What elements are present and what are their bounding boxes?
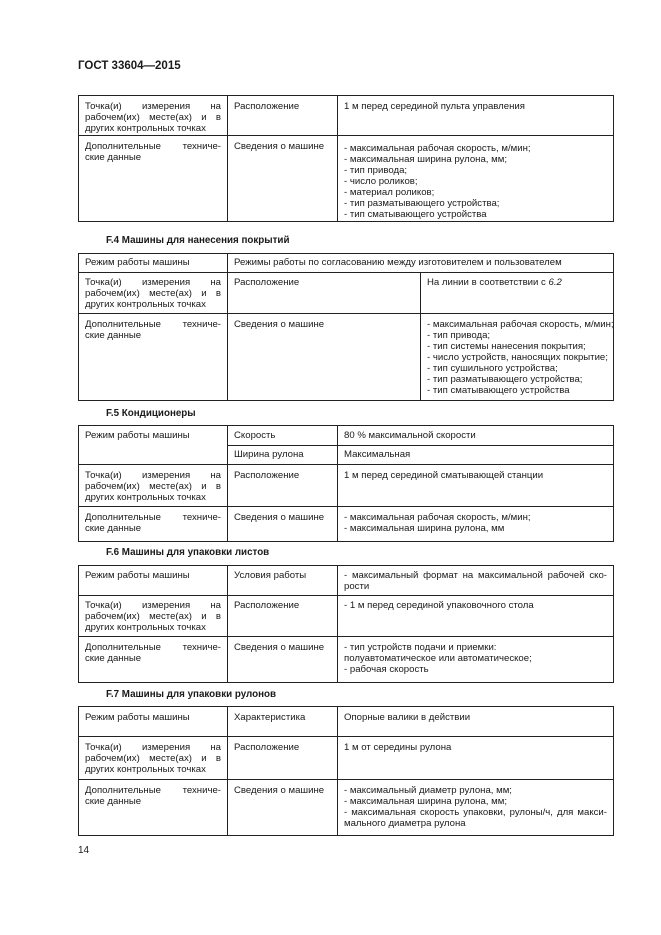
location-label: Расположение: [228, 96, 338, 136]
location-value: - 1 м перед серединой упаковочного стола: [338, 596, 614, 637]
measurement-point-label: Точка(и) измерения на рабочем(их) месте(ах) и в других контрольных точках: [79, 465, 228, 507]
mode-label: Режим работы машины: [79, 254, 228, 273]
location-label: Расположение: [228, 273, 421, 314]
operating-conditions-value: - максимальный формат на максимальной рабочей ско- рости: [338, 566, 614, 596]
machine-info-label: Сведения о машине: [228, 780, 338, 836]
measurement-point-label: Точка(и) измерения на рабочем(их) месте(ах) и в других контрольных точках: [79, 273, 228, 314]
operating-conditions-label: Условия работы: [228, 566, 338, 596]
location-value: 1 м перед серединой пульта управления: [338, 96, 614, 136]
extra-data-label: Дополнительные техниче- ские данные: [79, 780, 228, 836]
location-label: Расположение: [228, 596, 338, 637]
roll-width-label: Ширина рулона: [228, 446, 338, 465]
table-f5: [78, 425, 614, 542]
table-f7: [78, 706, 614, 836]
table-f3-continued: [78, 95, 614, 222]
section-title-f5: F.5 Кондиционеры: [106, 408, 196, 419]
mode-value: Режимы работы по согласованию между изготовителем и пользователем: [228, 254, 614, 273]
document-header: ГОСТ 33604—2015: [78, 60, 181, 72]
section-title-f4: F.4 Машины для нанесения покрытий: [106, 235, 290, 246]
location-value: 1 м от середины рулона: [338, 737, 614, 780]
page-number: 14: [78, 845, 90, 856]
location-value: 1 м перед серединой сматывающей станции: [338, 465, 614, 507]
extra-data-label: Дополнительные техниче- ские данные: [79, 314, 228, 401]
machine-info-list: - максимальная рабочая скорость, м/мин; - максимальная ширина рулона, мм: [338, 507, 614, 542]
table-f6: [78, 565, 614, 683]
extra-data-label: Дополнительные техниче- ские данные: [79, 637, 228, 683]
measurement-point-label: Точка(и) измерения на рабочем(их) месте(ах) и в других контрольных точках: [79, 96, 228, 136]
machine-info-list: - максимальный диаметр рулона, мм; - максимальная ширина рулона, мм; - максимальная скорость упаковки, рулоны/ч, для макси- мального диаметра рулона: [338, 780, 614, 836]
section-title-f7: F.7 Машины для упаковки рулонов: [106, 689, 277, 700]
machine-info-label: Сведения о машине: [228, 507, 338, 542]
machine-info-label: Сведения о машине: [228, 637, 338, 683]
mode-label: Режим работы машины: [79, 566, 228, 596]
location-label: Расположение: [228, 465, 338, 507]
section-title-f6: F.6 Машины для упаковки листов: [106, 547, 270, 558]
roll-width-value: Максимальная: [338, 446, 614, 465]
machine-info-label: Сведения о машине: [228, 136, 338, 222]
machine-info-label: Сведения о машине: [228, 314, 421, 401]
measurement-point-label: Точка(и) измерения на рабочем(их) месте(ах) и в других контрольных точках: [79, 596, 228, 637]
characteristic-label: Характеристика: [228, 707, 338, 737]
speed-value: 80 % максимальной скорости: [338, 426, 614, 446]
mode-label: Режим работы машины: [79, 426, 228, 465]
extra-data-label: Дополнительные техниче- ские данные: [79, 507, 228, 542]
characteristic-value: Опорные валики в действии: [338, 707, 614, 737]
extra-data-label: Дополнительные техниче- ские данные: [79, 136, 228, 222]
measurement-point-label: Точка(и) измерения на рабочем(их) месте(ах) и в других контрольных точках: [79, 737, 228, 780]
speed-label: Скорость: [228, 426, 338, 446]
section-reference: 6.2: [548, 277, 562, 288]
location-label: Расположение: [228, 737, 338, 780]
location-value: На линии в соответствии с 6.2: [421, 273, 614, 314]
machine-info-list: - максимальная рабочая скорость, м/мин; - максимальная ширина рулона, мм; - тип привода; - число роликов; - материал роликов; - тип разматывающего устройства; - тип сматывающего устройства: [338, 136, 614, 222]
machine-info-list: - максимальная рабочая скорость, м/мин; - тип привода; - тип системы нанесения покрытия; - число устройств, наносящих покрытие; - тип сушильного устройства; - тип разматывающего устройства; - тип сматывающего устройства: [421, 314, 614, 401]
table-f4: [78, 253, 614, 401]
mode-label: Режим работы машины: [79, 707, 228, 737]
machine-info-list: - тип устройств подачи и приемки: полуавтоматическое или автоматическое; - рабочая скорость: [338, 637, 614, 683]
